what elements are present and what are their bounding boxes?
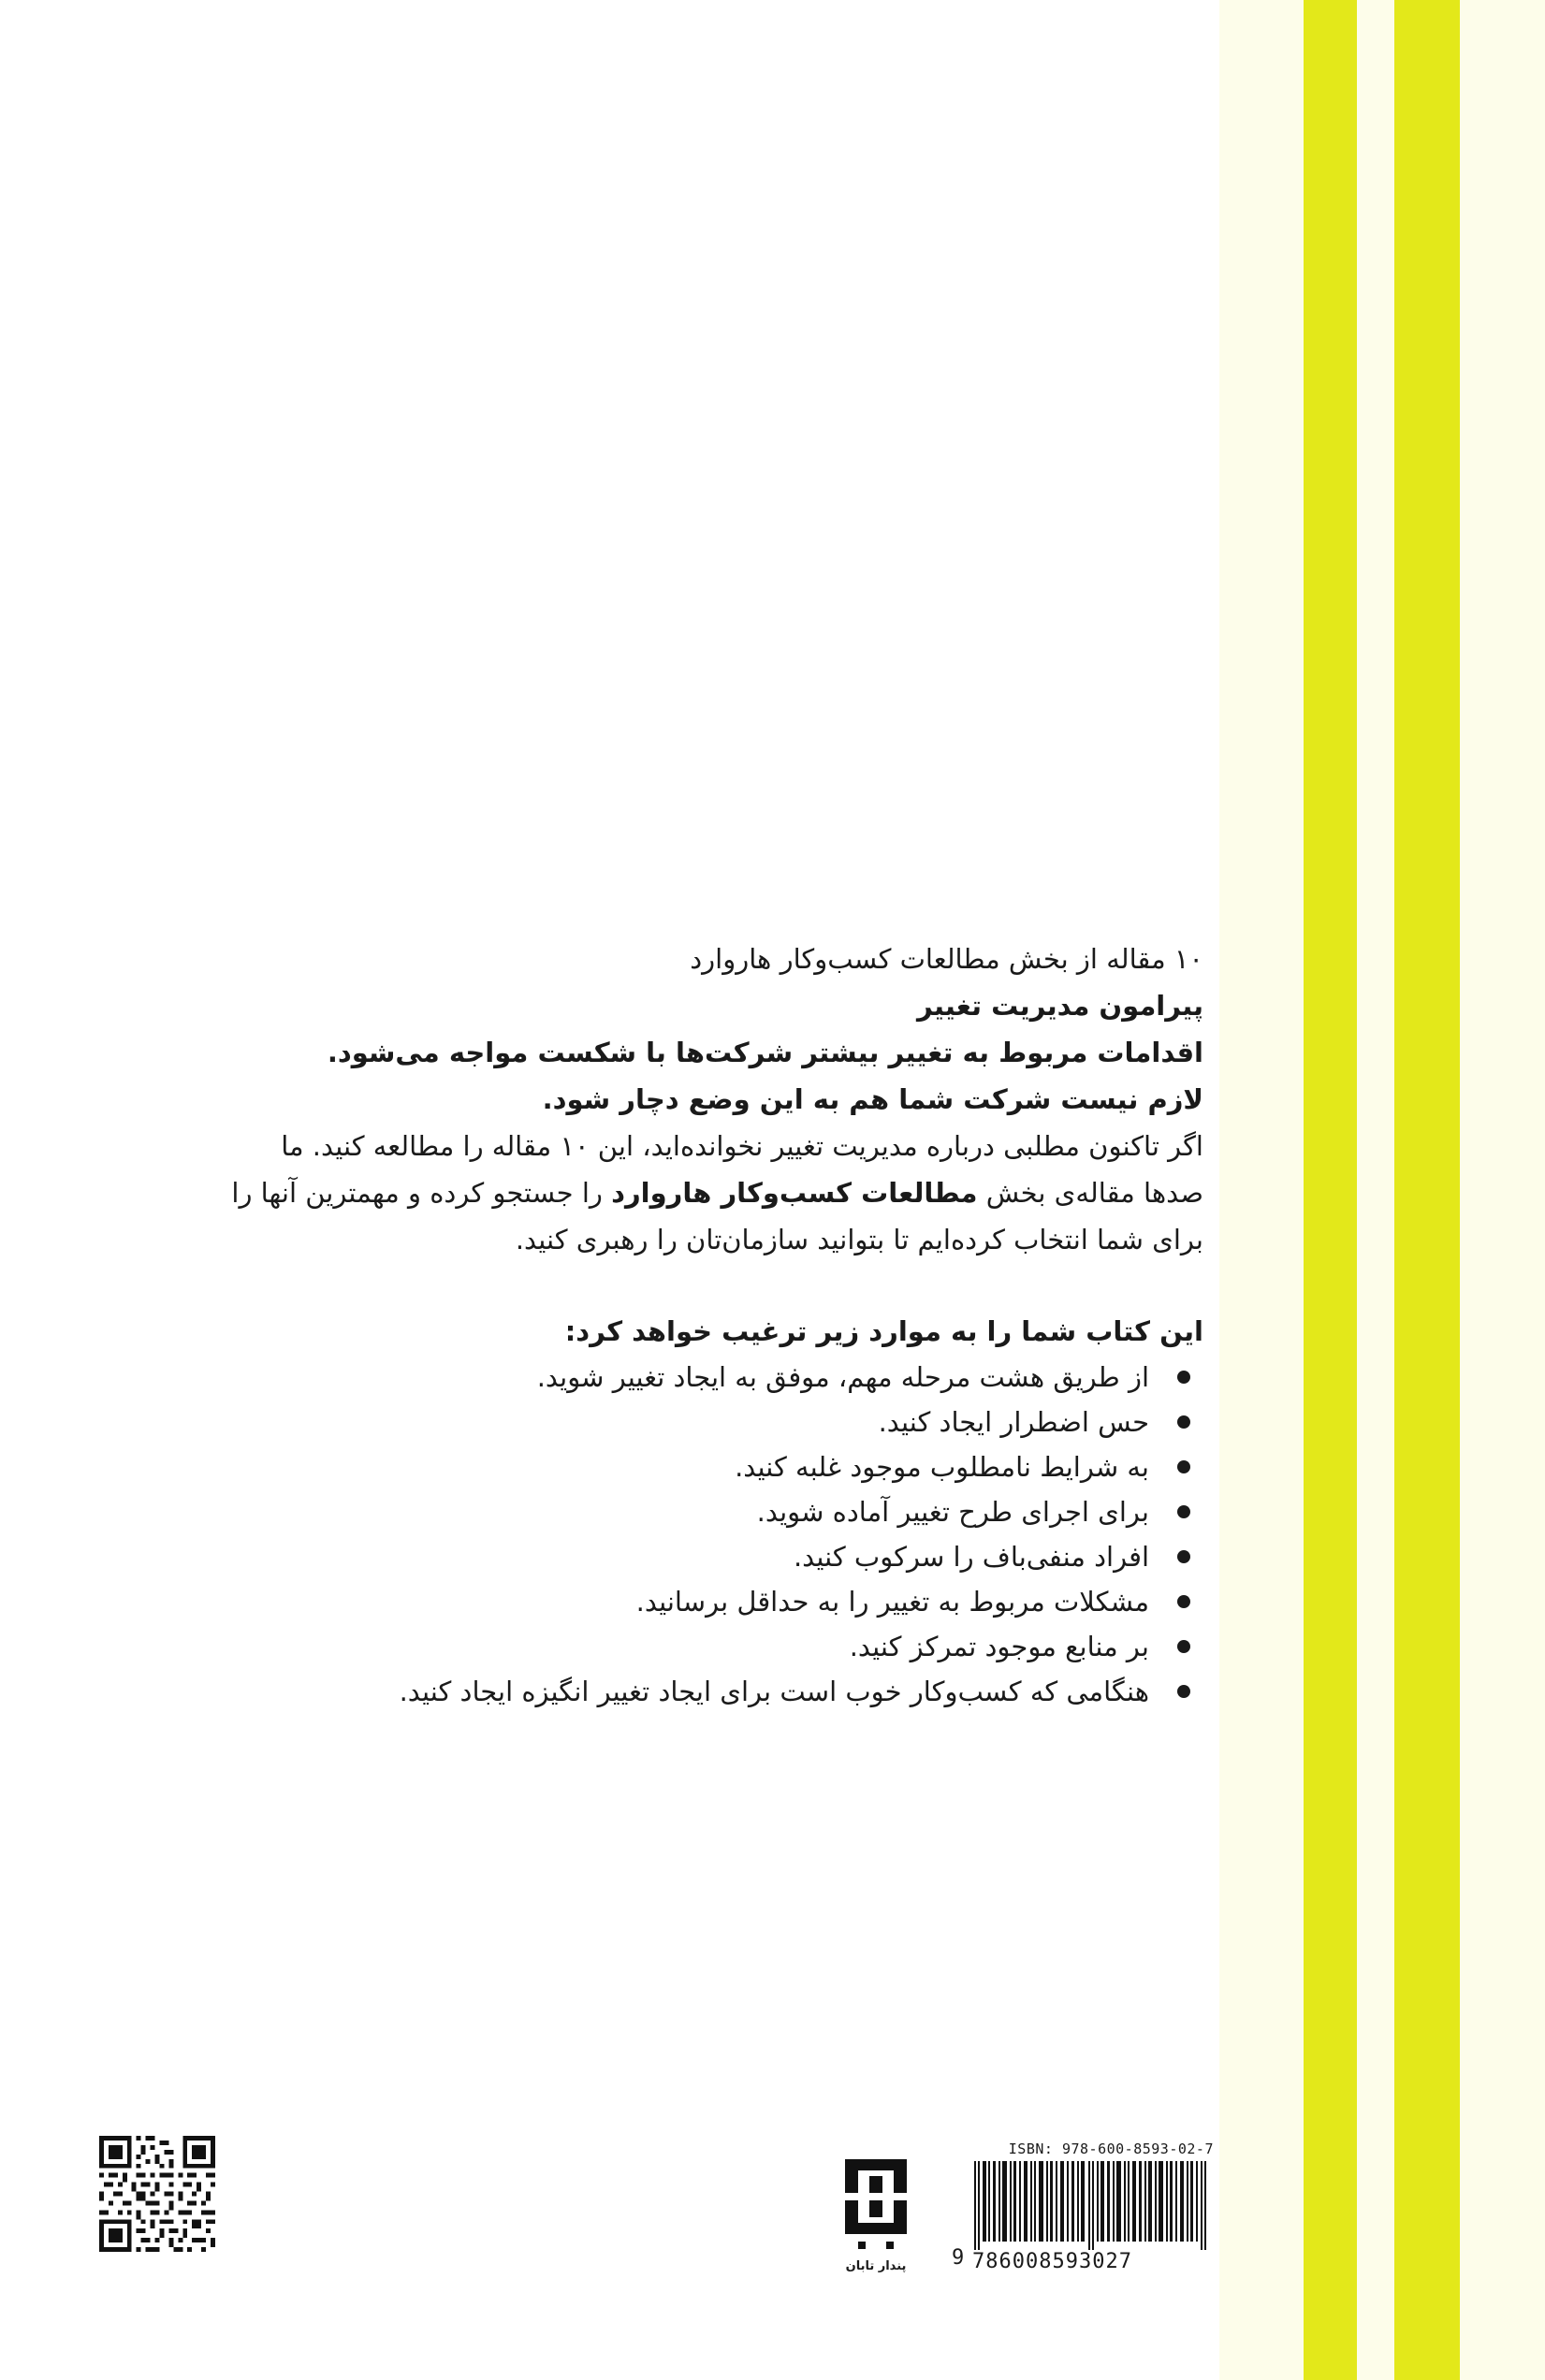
list-item: افراد منفی‌باف را سرکوب کنید. <box>356 1534 1203 1579</box>
spacer <box>356 1263 1203 1308</box>
benefits-list <box>356 1355 1203 1714</box>
barcode-lead-digit: 9 <box>952 2246 965 2270</box>
list-item: از طریق هشت مرحله مهم، موفق به ایجاد تغییر شوید. <box>356 1355 1203 1400</box>
list-item: هنگامی که کسب‌وکار خوب است برای ایجاد تغییر انگیزه ایجاد کنید. <box>356 1669 1203 1714</box>
intro-line-3: اقدامات مربوط به تغییر بیشتر شرکت‌ها با شکست مواجه می‌شود. <box>327 1037 1203 1068</box>
qr-code-icon <box>99 2136 215 2252</box>
intro-line-4: لازم نیست شرکت شما هم به این وضع دچار شود. <box>542 1083 1203 1115</box>
barcode-icon <box>970 2161 1214 2255</box>
list-item: مشکلات مربوط به تغییر را به حداقل برسانید. <box>356 1579 1203 1624</box>
paragraph-line-2 <box>231 1169 1203 1216</box>
publisher-name: پندار تابان <box>845 2259 907 2273</box>
publisher-logo-mark <box>839 2152 912 2253</box>
intro-line-2: پیرامون مدیریت تغییر <box>917 990 1203 1022</box>
paragraph-emphasis: مطالعات کسب‌وکار هاروارد <box>611 1177 978 1209</box>
list-item: بر منابع موجود تمرکز کنید. <box>356 1624 1203 1669</box>
spine-stripe-pale <box>1357 0 1394 2380</box>
description-paragraph <box>231 1123 1203 1263</box>
paragraph-line-2-start: صدها مقاله‌ی بخش <box>985 1177 1203 1209</box>
blurb <box>231 936 1203 1714</box>
paragraph-line-1: اگر تاکنون مطلبی درباره مدیریت تغییر نخوانده‌اید، این ۱۰ مقاله را مطالعه کنید. ما <box>281 1130 1203 1162</box>
spine-stripe-pale <box>1460 0 1545 2380</box>
spine-stripe-pale <box>1219 0 1304 2380</box>
barcode-number: 786008593027 <box>972 2250 1214 2273</box>
isbn-label: ISBN: 978-600-8593-02-7 <box>1008 2141 1214 2157</box>
list-heading: این کتاب شما را به موارد زیر ترغیب خواهد کرد: <box>564 1315 1203 1347</box>
list-item: برای اجرای طرح تغییر آماده شوید. <box>356 1489 1203 1534</box>
list-item: به شرایط نامطلوب موجود غلبه کنید. <box>356 1444 1203 1489</box>
publisher-logo <box>839 2152 912 2273</box>
paragraph-line-2-end: را جستجو کرده و مهمترین آنها را <box>231 1177 603 1209</box>
paragraph-line-3: برای شما انتخاب کرده‌ایم تا بتوانید سازمان‌تان را رهبری کنید. <box>515 1224 1203 1255</box>
spine-stripe-yellow <box>1304 0 1357 2380</box>
spine-stripe-yellow <box>1394 0 1460 2380</box>
list-item: حس اضطرار ایجاد کنید. <box>356 1400 1203 1444</box>
intro-line-1: ۱۰ مقاله از بخش مطالعات کسب‌وکار هاروارد <box>690 943 1203 975</box>
isbn-barcode <box>950 2141 1214 2271</box>
